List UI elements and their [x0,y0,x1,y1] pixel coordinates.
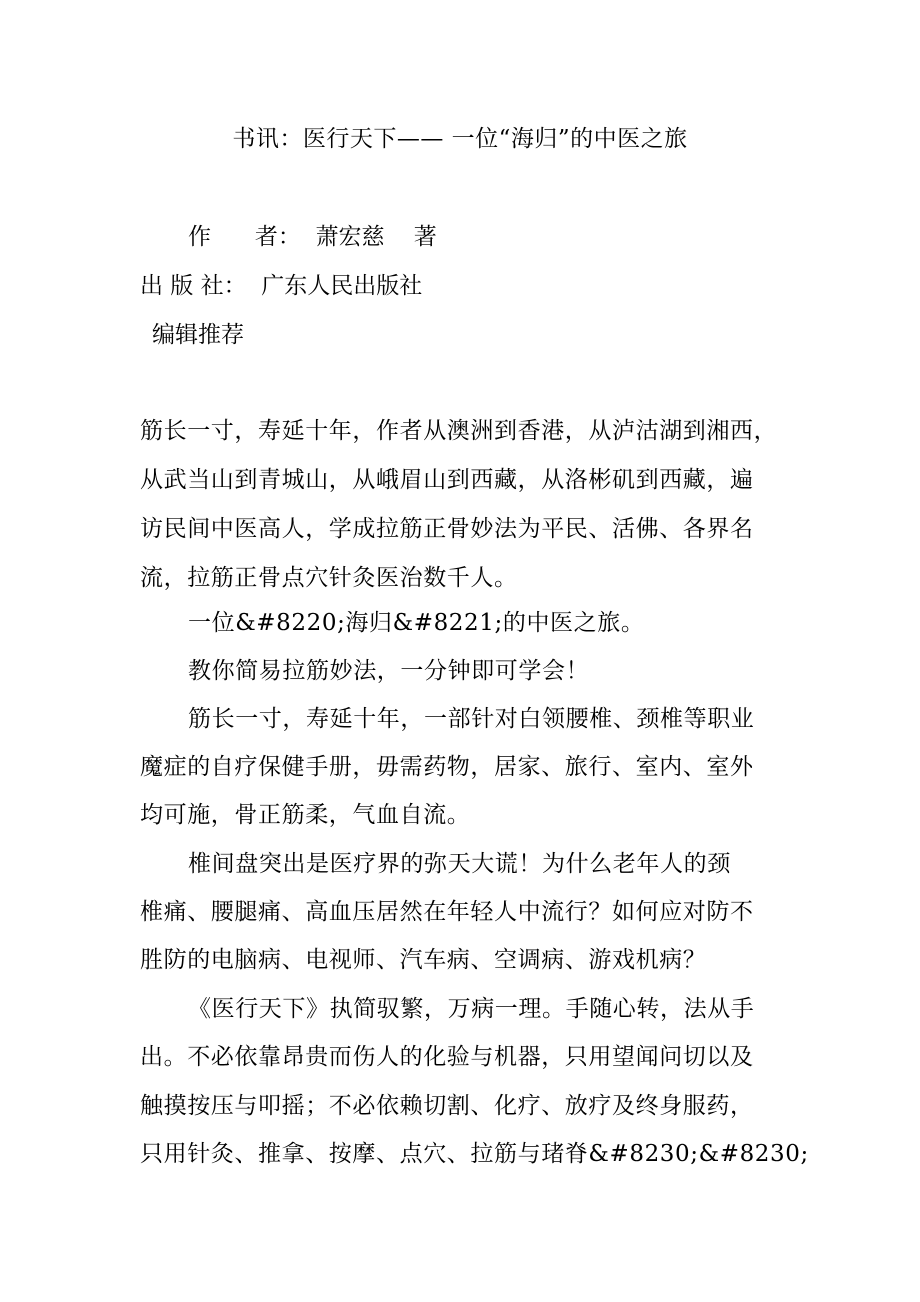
paragraph-line: 《医行天下》执简驭繁，万病一理。手随心转，法从手 [188,996,755,1022]
document-title: 书讯：医行天下—— 一位“海归”的中医之旅 [232,126,688,152]
paragraph-line: 一位&#8220;海归&#8221;的中医之旅。 [188,610,645,636]
paragraph-line: 从武当山到青城山，从峨眉山到西藏，从洛彬矶到西藏，遍 [140,467,754,493]
paragraph-line: 均可施，骨正筋柔，气血自流。 [140,802,471,828]
publisher-line: 出 版 社： 广东人民出版社 [140,273,423,299]
paragraph-line: 筋长一寸，寿延十年，作者从澳洲到香港，从泸沽湖到湘西， [140,418,778,444]
paragraph-line: 椎痛、腰腿痛、高血压居然在年轻人中流行？如何应对防不 [140,899,754,925]
paragraph-line: 流，拉筋正骨点穴针灸医治数千人。 [140,565,518,591]
paragraph-line: 触摸按压与叩摇；不必依赖切割、化疗、放疗及终身服药， [140,1093,754,1119]
author-line: 作 者： 萧宏慈 著 [188,224,437,250]
section-heading: 编辑推荐 [152,322,244,348]
paragraph-line: 教你简易拉筋妙法，一分钟即可学会！ [188,658,590,684]
paragraph-line: 筋长一寸，寿延十年，一部针对白领腰椎、颈椎等职业 [188,706,755,732]
paragraph-line: 椎间盘突出是医疗界的弥天大谎！为什么老年人的颈 [188,851,731,877]
paragraph-line: 访民间中医高人，学成拉筋正骨妙法为平民、活佛、各界名 [140,516,754,542]
paragraph-line: 胜防的电脑病、电视师、汽车病、空调病、游戏机病？ [140,947,707,973]
paragraph-line: 只用针灸、推拿、按摩、点穴、拉筋与琽脊&#8230;&#8230; [140,1141,809,1167]
paragraph-line: 出。不必依靠昂贵而伤人的化验与机器，只用望闻问切以及 [140,1044,754,1070]
paragraph-line: 魔症的自疗保健手册，毋需药物，居家、旅行、室内、室外 [140,754,754,780]
